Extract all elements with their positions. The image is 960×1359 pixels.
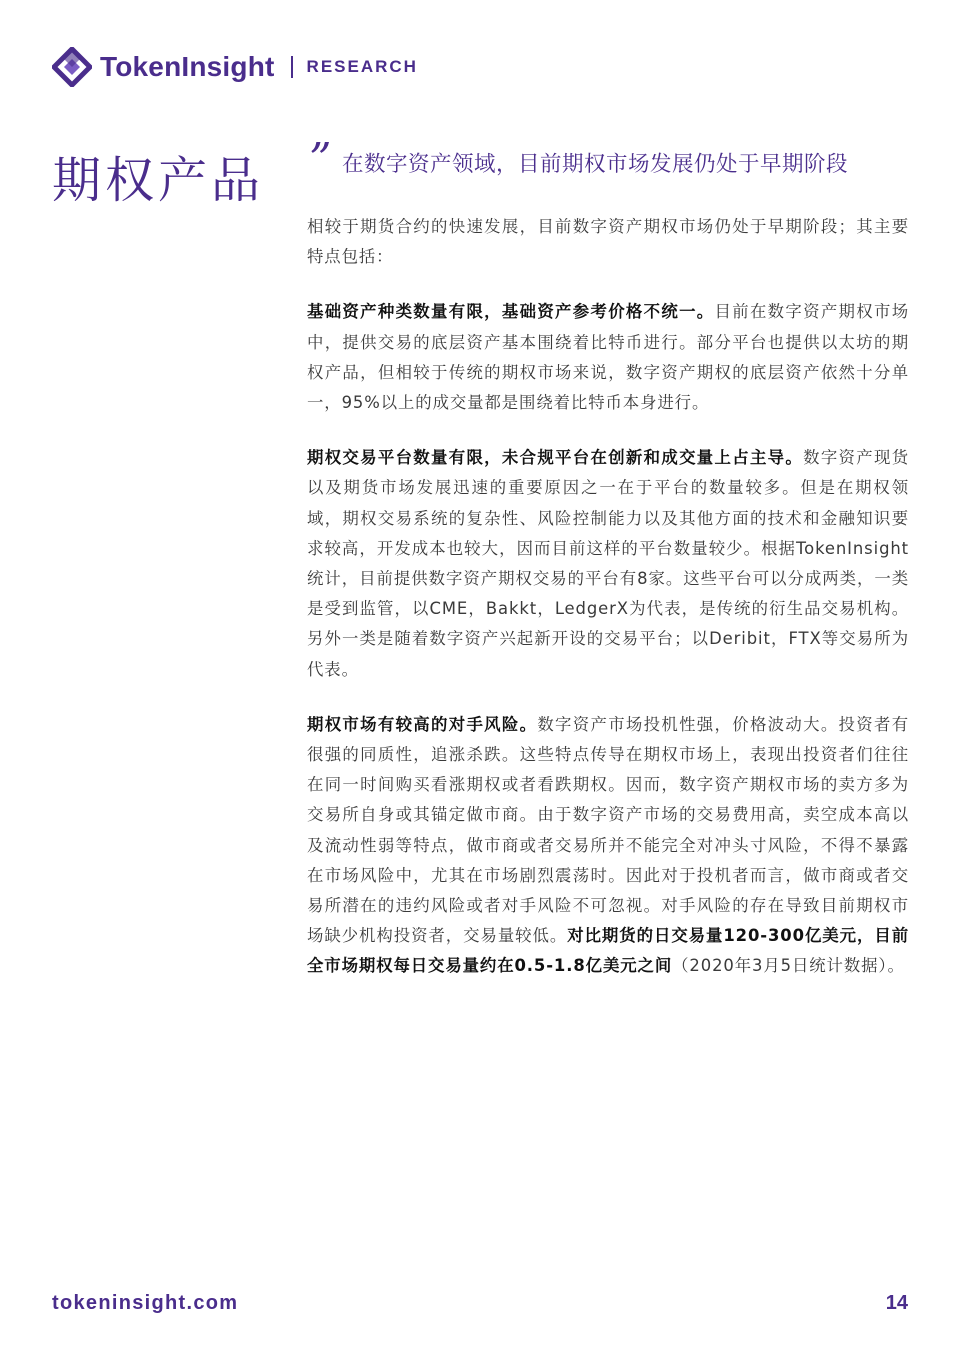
header-divider bbox=[291, 56, 293, 78]
paragraph-body: 目前在数字资产期权市场中，提供交易的底层资产基本围绕着比特币进行。部分平台也提供以太坊的期权产品，但相较于传统的期权市场来说，数字资产期权的底层资产依然十分单一，95%以上的成交量都是围绕着比特币本身进行。 bbox=[307, 302, 910, 413]
page-title: 期权产品 bbox=[52, 152, 265, 209]
section-label: RESEARCH bbox=[306, 57, 418, 76]
quote-mark: ” bbox=[309, 134, 332, 185]
paragraph-highlight: 对比期货的日交易量120-300亿美元，目前全市场期权每日交易量约在0.5-1.8亿美元之间 bbox=[307, 926, 909, 976]
paragraph-trading-platforms bbox=[307, 443, 909, 685]
header bbox=[52, 44, 418, 90]
body-content bbox=[307, 212, 909, 1007]
footer-url[interactable]: tokeninsight.com bbox=[52, 1292, 239, 1314]
paragraph-lead: 期权交易平台数量有限，未合规平台在创新和成交量上占主导。 bbox=[307, 448, 804, 468]
paragraph-counterparty-risk bbox=[307, 710, 909, 982]
paragraph-lead: 基础资产种类数量有限，基础资产参考价格不统一。 bbox=[307, 302, 715, 322]
paragraph-lead: 期权市场有较高的对手风险。 bbox=[307, 714, 538, 734]
paragraph-note: （2020年3月5日统计数据）。 bbox=[672, 956, 905, 976]
paragraph-body: 数字资产市场投机性强，价格波动大。投资者有很强的同质性，追涨杀跌。这些特点传导在期权市场上，表现出投资者们往往在同一时间购买看涨期权或者看跌期权。因而，数字资产期权市场的卖方多为交易所自身或其锚定做市商。由于数字资产市场的交易费用高，卖空成本高以及流动性弱等特点，做市商或者交易所并不能完全对冲头寸风险，不得不暴露在市场风险中，尤其在市场剧烈震荡时。因此对于投机者而言，做市商或者交易所潜在的违约风险或者对手风险不可忽视。对手风险的存在导致目前期权市场缺少机构投资者，交易量较低。 bbox=[307, 714, 909, 946]
page-number: 14 bbox=[885, 1292, 908, 1314]
brand-name: TokenInsight bbox=[100, 51, 275, 82]
paragraph-intro bbox=[307, 212, 909, 272]
quote-subtitle: 在数字资产领域，目前期权市场发展仍处于早期阶段 bbox=[342, 152, 849, 177]
paragraph-body: 相较于期货合约的快速发展，目前数字资产期权市场仍处于早期阶段；其主要特点包括： bbox=[307, 217, 909, 267]
paragraph-body: 数字资产现货以及期货市场发展迅速的重要原因之一在于平台的数量较多。但是在期权领域，期权交易系统的复杂性、风险控制能力以及其他方面的技术和金融知识要求较高，开发成本也较大，因而目前这样的平台数量较少。根据TokenInsight统计，目前提供数字资产期权交易的平台有8家。这些平台可以分成两类，一类是受到监管，以CME，Bakkt，LedgerX为代表，是传统的衍生品交易机构。另外一类是随着数字资产兴起新开设的交易平台；以Deribit，FTX等交易所为代表。 bbox=[307, 448, 909, 679]
paragraph-underlying-assets bbox=[307, 297, 909, 418]
tokeninsight-logo-icon bbox=[52, 47, 92, 87]
